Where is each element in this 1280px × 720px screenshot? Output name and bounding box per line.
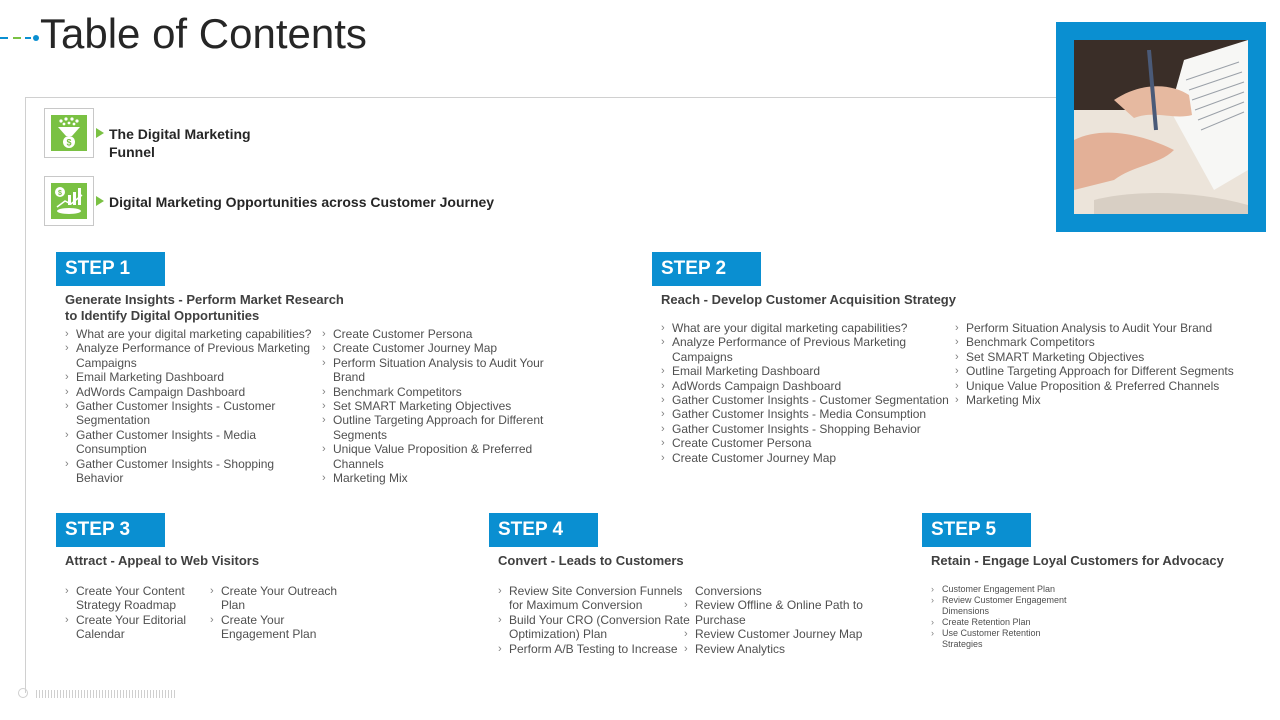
step5-heading: Retain - Engage Loyal Customers for Advocacy: [931, 553, 1224, 568]
toc-item-icon-box: [44, 176, 94, 226]
svg-text:$: $: [66, 137, 72, 148]
svg-text:$: $: [58, 190, 62, 197]
list-item[interactable]: › Customer Engagement Plan: [931, 584, 1081, 595]
step2-badge: STEP 2: [652, 252, 761, 286]
step1-list-right: [322, 327, 552, 485]
step4-heading: Convert - Leads to Customers: [498, 553, 684, 568]
step1-list-left: [65, 327, 315, 485]
toc-item-label[interactable]: The Digital Marketing Funnel: [109, 126, 251, 160]
list-item[interactable]: › Email Marketing Dashboard: [661, 364, 957, 378]
title-decoration: [0, 34, 40, 42]
list-item[interactable]: › Unique Value Proposition & Preferred Channels: [322, 442, 552, 471]
list-item[interactable]: › Email Marketing Dashboard: [65, 370, 315, 384]
step1-heading: Generate Insights - Perform Market Research to Identify Digital Opportunities: [65, 292, 344, 323]
list-item[interactable]: › What are your digital marketing capabilities?: [661, 321, 957, 335]
list-item[interactable]: › Create Retention Plan: [931, 617, 1081, 628]
list-item[interactable]: › Build Your CRO (Conversion Rate Optimization) Plan: [498, 613, 693, 642]
bullet-arrow: [96, 128, 104, 138]
list-item[interactable]: › Analyze Performance of Previous Marketing Campaigns: [65, 341, 315, 370]
list-item[interactable]: › Create Customer Journey Map: [661, 451, 957, 465]
page-title: Table of Contents: [40, 10, 367, 57]
list-item[interactable]: › Perform Situation Analysis to Audit Your Brand: [955, 321, 1255, 335]
list-item[interactable]: › Gather Customer Insights - Shopping Behavior: [661, 422, 957, 436]
list-item[interactable]: › AdWords Campaign Dashboard: [65, 385, 315, 399]
list-item[interactable]: › Create Customer Persona: [322, 327, 552, 341]
list-item[interactable]: › Review Analytics: [684, 642, 874, 656]
list-item[interactable]: › Marketing Mix: [955, 393, 1255, 407]
step2-heading: Reach - Develop Customer Acquisition Strategy: [661, 292, 956, 307]
list-item[interactable]: › Set SMART Marketing Objectives: [955, 350, 1255, 364]
step3-badge: STEP 3: [56, 513, 165, 547]
list-item[interactable]: › Create Your Content Strategy Roadmap: [65, 584, 200, 613]
step3-list-left: [65, 584, 200, 642]
step5-list: [931, 584, 1081, 650]
footer-circle: [18, 688, 28, 698]
list-item[interactable]: › Analyze Performance of Previous Marketing Campaigns: [661, 335, 957, 364]
list-item[interactable]: › Review Customer Journey Map: [684, 627, 874, 641]
step5-badge: STEP 5: [922, 513, 1031, 547]
step4-list-right: [684, 598, 874, 656]
list-item[interactable]: › Gather Customer Insights - Shopping Behavior: [65, 457, 315, 486]
list-item[interactable]: › Create Your Engagement Plan: [210, 613, 350, 642]
list-item[interactable]: › Perform Situation Analysis to Audit Your Brand: [322, 356, 552, 385]
step4-badge: STEP 4: [489, 513, 598, 547]
list-item[interactable]: › AdWords Campaign Dashboard: [661, 379, 957, 393]
list-item[interactable]: › What are your digital marketing capabilities?: [65, 327, 315, 341]
step2-list-right: [955, 321, 1255, 407]
step2-list-left: [661, 321, 957, 465]
bullet-arrow: [96, 196, 104, 206]
list-item[interactable]: › Outline Targeting Approach for Different Segments: [955, 364, 1255, 378]
list-item[interactable]: › Use Customer Retention Strategies: [931, 628, 1081, 650]
list-item[interactable]: › Set SMART Marketing Objectives: [322, 399, 552, 413]
funnel-money-icon: [51, 115, 87, 151]
list-item[interactable]: › Review Offline & Online Path to Purchase: [684, 598, 874, 627]
footer-ruler: [36, 690, 176, 698]
list-item[interactable]: › Benchmark Competitors: [322, 385, 552, 399]
list-item[interactable]: › Create Your Outreach Plan: [210, 584, 350, 613]
list-item[interactable]: › Gather Customer Insights - Customer Segmentation: [65, 399, 315, 428]
list-item[interactable]: › Benchmark Competitors: [955, 335, 1255, 349]
handshake-photo: [1074, 40, 1248, 214]
list-item[interactable]: › Perform A/B Testing to Increase: [498, 642, 693, 656]
list-item[interactable]: › Create Customer Journey Map: [322, 341, 552, 355]
step1-badge: STEP 1: [56, 252, 165, 286]
step3-list-right: [210, 584, 350, 642]
step4-list-left: [498, 584, 693, 656]
toc-item-label[interactable]: Digital Marketing Opportunities across Customer Journey: [109, 194, 495, 210]
list-item[interactable]: › Review Site Conversion Funnels for Maximum Conversion: [498, 584, 693, 613]
list-item[interactable]: › Gather Customer Insights - Media Consumption: [661, 407, 957, 421]
list-item[interactable]: › Create Customer Persona: [661, 436, 957, 450]
list-item[interactable]: › Gather Customer Insights - Media Consumption: [65, 428, 315, 457]
list-item[interactable]: › Outline Targeting Approach for Different Segments: [322, 413, 552, 442]
step3-heading: Attract - Appeal to Web Visitors: [65, 553, 260, 568]
money-growth-icon: [51, 183, 87, 219]
list-item[interactable]: › Unique Value Proposition & Preferred Channels: [955, 379, 1255, 393]
step4-continuation: Conversions: [695, 584, 762, 598]
list-item[interactable]: › Marketing Mix: [322, 471, 552, 485]
list-item[interactable]: › Create Your Editorial Calendar: [65, 613, 200, 642]
divider-vertical: [25, 97, 26, 693]
list-item[interactable]: › Gather Customer Insights - Customer Segmentation: [661, 393, 957, 407]
list-item[interactable]: › Review Customer Engagement Dimensions: [931, 595, 1081, 617]
toc-item-icon-box: [44, 108, 94, 158]
